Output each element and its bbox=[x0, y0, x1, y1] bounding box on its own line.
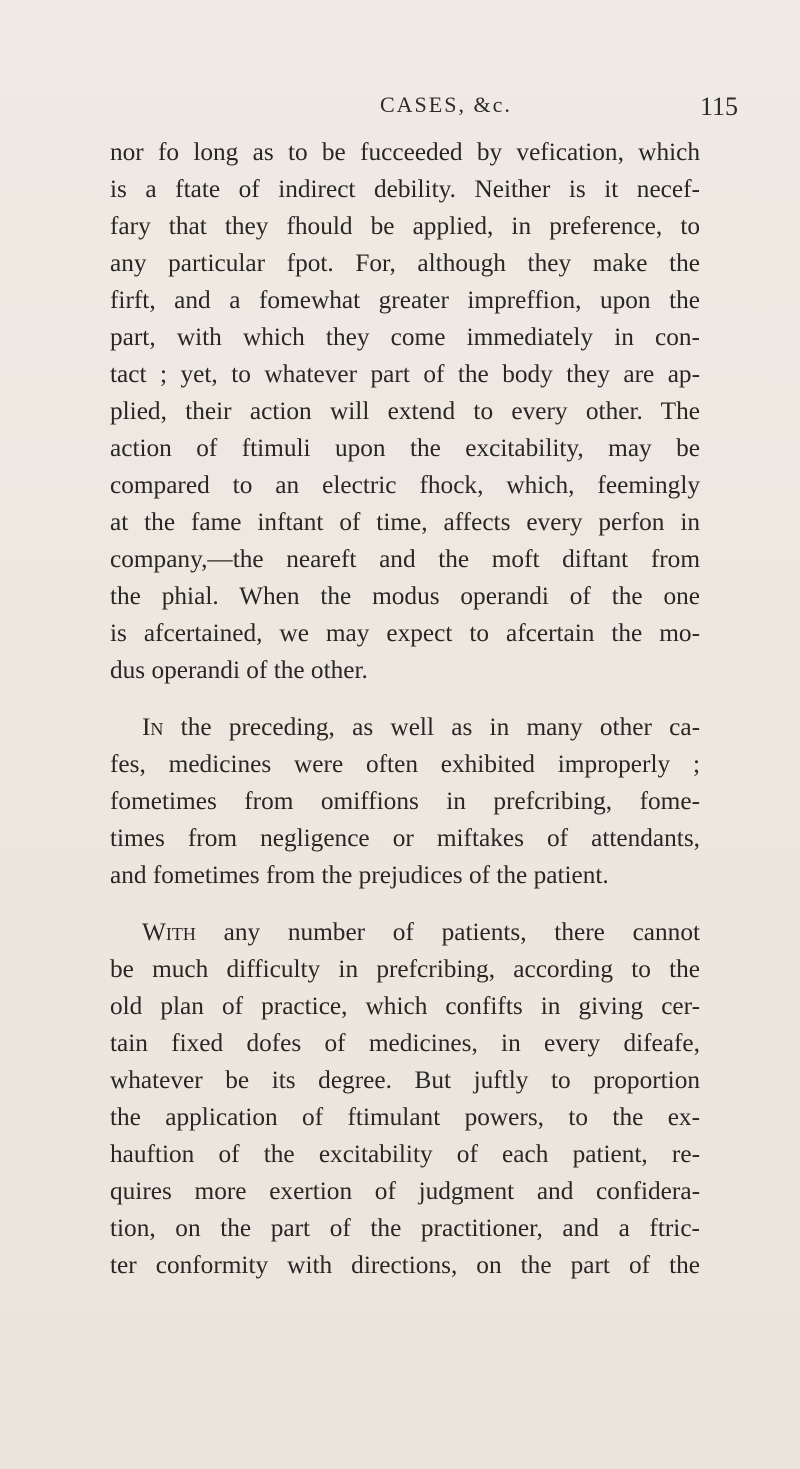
text-line: and fometimes from the prejudices of the patient. bbox=[110, 861, 609, 889]
running-title: CASES, &c. bbox=[380, 92, 512, 117]
text-line: the phial. When the modus operandi of the one bbox=[110, 582, 700, 610]
text-line: be much difficulty in prefcribing, according to the bbox=[110, 955, 700, 983]
text-line: at the fame inftant of time, affects every perfon in bbox=[110, 508, 700, 536]
body-text bbox=[110, 134, 700, 1284]
text-line: times from negligence or miftakes of attendants, bbox=[110, 824, 700, 852]
text-line: whatever be its degree. But juftly to proportion bbox=[110, 1066, 700, 1094]
text-run: the preceding, as well as in many other ca- bbox=[163, 713, 700, 741]
text-line: compared to an electric fhock, which, feemingly bbox=[110, 471, 700, 499]
text-line: part, with which they come immediately in con- bbox=[110, 323, 700, 351]
text-line: fary that they fhould be applied, in preference, to bbox=[110, 212, 700, 240]
paragraph-gap bbox=[110, 894, 700, 914]
paragraph-3 bbox=[110, 914, 700, 1284]
paragraph-gap bbox=[110, 689, 700, 709]
text-line: fes, medicines were often exhibited improperly ; bbox=[110, 750, 700, 778]
text-line bbox=[110, 709, 700, 746]
text-run: any number of patients, there cannot bbox=[195, 918, 700, 946]
text-line: ter conformity with directions, on the part of the bbox=[110, 1251, 700, 1279]
text-line: any particular fpot. For, although they make the bbox=[110, 249, 700, 277]
text-line: dus operandi of the other. bbox=[110, 656, 368, 684]
text-line: company,—the neareft and the moft diftant from bbox=[110, 545, 700, 573]
running-head bbox=[0, 92, 800, 122]
paragraph-1 bbox=[110, 134, 700, 689]
text-line: action of ftimuli upon the excitability, may be bbox=[110, 434, 700, 462]
text-line: nor fo long as to be fucceeded by vefication, which bbox=[110, 138, 700, 166]
text-line: is a ftate of indirect debility. Neither is it necef- bbox=[110, 175, 700, 203]
text-line: tion, on the part of the practitioner, and a ftric- bbox=[110, 1214, 700, 1242]
text-line: tact ; yet, to whatever part of the body they are ap- bbox=[110, 360, 700, 388]
text-line: is afcertained, we may expect to afcertain the mo- bbox=[110, 619, 700, 647]
text-line: plied, their action will extend to every other. The bbox=[110, 397, 700, 425]
text-line: fometimes from omiffions in prefcribing, fome- bbox=[110, 787, 700, 815]
text-line: tain fixed dofes of medicines, in every difeafe, bbox=[110, 1029, 700, 1057]
paragraph-lead: With bbox=[142, 918, 196, 946]
paragraph-2 bbox=[110, 709, 700, 894]
page-number: 115 bbox=[700, 92, 739, 121]
text-line bbox=[110, 914, 700, 951]
text-line: the application of ftimulant powers, to the ex- bbox=[110, 1103, 700, 1131]
text-line: old plan of practice, which confifts in giving cer- bbox=[110, 992, 700, 1020]
text-line: quires more exertion of judgment and confidera- bbox=[110, 1177, 700, 1205]
text-line: hauftion of the excitability of each patient, re- bbox=[110, 1140, 700, 1168]
paragraph-lead: In bbox=[142, 713, 164, 741]
text-line: firft, and a fomewhat greater impreffion, upon the bbox=[110, 286, 700, 314]
